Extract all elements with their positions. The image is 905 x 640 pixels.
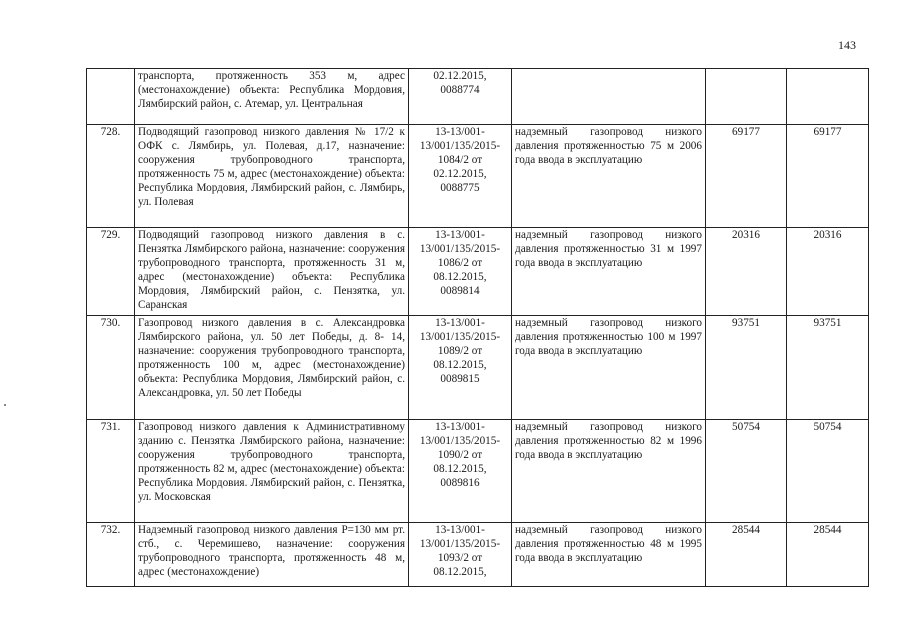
registration-line: 1093/2 от: [437, 552, 483, 564]
characteristics-cell: надземный газопровод низкого давления протяженностью 75 м 2006 года ввода в эксплуатацию: [512, 125, 706, 228]
book-value-cell: [706, 69, 787, 125]
table-row: [87, 523, 869, 587]
registration-record-cell: [409, 523, 512, 587]
table-body: [87, 69, 869, 587]
characteristics-cell: надземный газопровод низкого давления протяженностью 48 м 1995 года ввода в эксплуатацию: [512, 523, 706, 587]
characteristics-cell: надземный газопровод низкого давления протяженностью 82 м 1996 года ввода в эксплуатацию: [512, 420, 706, 523]
registration-line: 13-13/001-: [435, 524, 485, 536]
residual-value-cell: 50754: [787, 420, 869, 523]
registration-line: 13-13/001-: [435, 229, 485, 241]
registration-line: 13-13/001-: [435, 317, 485, 329]
registration-line: 0089816: [440, 477, 480, 489]
table-row: [87, 228, 869, 316]
registration-line: 1090/2 от: [437, 449, 483, 461]
residual-value-cell: 93751: [787, 316, 869, 420]
registration-line: 08.12.2015,: [433, 566, 487, 578]
registration-line: 0088775: [440, 182, 480, 194]
object-description-cell: Надземный газопровод низкого давления Р=130 мм рт. стб., с. Черемишево, назначение: сооружения трубопроводного транспорта, протяженность 48 м, адрес (местонахождение): [135, 523, 409, 587]
characteristics-cell: надземный газопровод низкого давления протяженностью 100 м 1997 года ввода в эксплуатацию: [512, 316, 706, 420]
row-number-cell: 729.: [87, 228, 135, 316]
book-value-cell: 50754: [706, 420, 787, 523]
registration-line: 1086/2 от: [437, 257, 483, 269]
residual-value-cell: 69177: [787, 125, 869, 228]
object-description-cell: Газопровод низкого давления в с. Александровка Лямбирского района, ул. 50 лет Победы, д. 8- 14, назначение: сооружения трубопроводного транспорта, протяженность 100 м, адрес (местонахождение) объекта: Республика Мордовия, Лямбирский район, с. Александровка, ул. 50 лет Победы: [135, 316, 409, 420]
registration-line: 13/001/135/2015-: [419, 243, 501, 255]
row-number-cell: [87, 69, 135, 125]
book-value-cell: 20316: [706, 228, 787, 316]
registration-line: 08.12.2015,: [433, 359, 487, 371]
registration-line: 13/001/135/2015-: [419, 140, 501, 152]
registration-line: 02.12.2015,: [433, 168, 487, 180]
row-number-cell: 731.: [87, 420, 135, 523]
registration-line: 08.12.2015,: [433, 463, 487, 475]
registration-line: 13/001/135/2015-: [419, 331, 501, 343]
registration-line: 0089815: [440, 373, 480, 385]
registration-line: 0088774: [440, 84, 480, 96]
margin-dot-mark: [4, 404, 6, 406]
row-number-cell: 730.: [87, 316, 135, 420]
table-row: [87, 125, 869, 228]
page-number: 143: [838, 38, 856, 52]
registration-line: 08.12.2015,: [433, 271, 487, 283]
object-description-cell: Газопровод низкого давления к Административному зданию с. Пензятка Лямбирского района, назначение: сооружения трубопроводного транспорта, протяженность 82 м, адрес (местонахождение) объекта: Республика Мордовия. Лямбирский район, с. Пензятка, ул. Московская: [135, 420, 409, 523]
row-number-cell: 728.: [87, 125, 135, 228]
residual-value-cell: 20316: [787, 228, 869, 316]
book-value-cell: 69177: [706, 125, 787, 228]
row-number-cell: 732.: [87, 523, 135, 587]
table-row: [87, 420, 869, 523]
registration-line: 02.12.2015,: [433, 70, 487, 82]
registration-line: 13-13/001-: [435, 126, 485, 138]
residual-value-cell: [787, 69, 869, 125]
registration-line: 1084/2 от: [437, 154, 483, 166]
registration-line: 13/001/135/2015-: [419, 435, 501, 447]
registration-record-cell: [409, 420, 512, 523]
registration-record-cell: [409, 125, 512, 228]
object-description-cell: транспорта, протяженность 353 м, адрес (местонахождение) объекта: Республика Мордовия, Лямбирский район, с. Атемар, ул. Центральная: [135, 69, 409, 125]
registration-line: 13/001/135/2015-: [419, 538, 501, 550]
characteristics-cell: [512, 69, 706, 125]
object-description-cell: Подводящий газопровод низкого давления в с. Пензятка Лямбирского района, назначение: сооружения трубопроводного транспорта, протяженность 31 м, адрес (местонахождение) объекта: Республика Мордовия, Лямбирский район, с. Пензятка, ул. Саранская: [135, 228, 409, 316]
registration-line: 1089/2 от: [437, 345, 483, 357]
book-value-cell: 93751: [706, 316, 787, 420]
residual-value-cell: 28544: [787, 523, 869, 587]
registration-record-cell: [409, 228, 512, 316]
object-description-cell: Подводящий газопровод низкого давления № 17/2 к ОФК с. Лямбирь, ул. Полевая, д.17, назначение: сооружения трубопроводного транспорта, протяженность 75 м, адрес (местонахождение) объекта: Республика Мордовия, Лямбирский район, с. Лямбирь, ул. Полевая: [135, 125, 409, 228]
book-value-cell: 28544: [706, 523, 787, 587]
registration-record-cell: [409, 316, 512, 420]
property-register-table: [86, 68, 869, 587]
registration-line: 13-13/001-: [435, 421, 485, 433]
table-row: [87, 69, 869, 125]
table-row: [87, 316, 869, 420]
registration-record-cell: [409, 69, 512, 125]
characteristics-cell: надземный газопровод низкого давления протяженностью 31 м 1997 года ввода в эксплуатацию: [512, 228, 706, 316]
registration-line: 0089814: [440, 285, 480, 297]
